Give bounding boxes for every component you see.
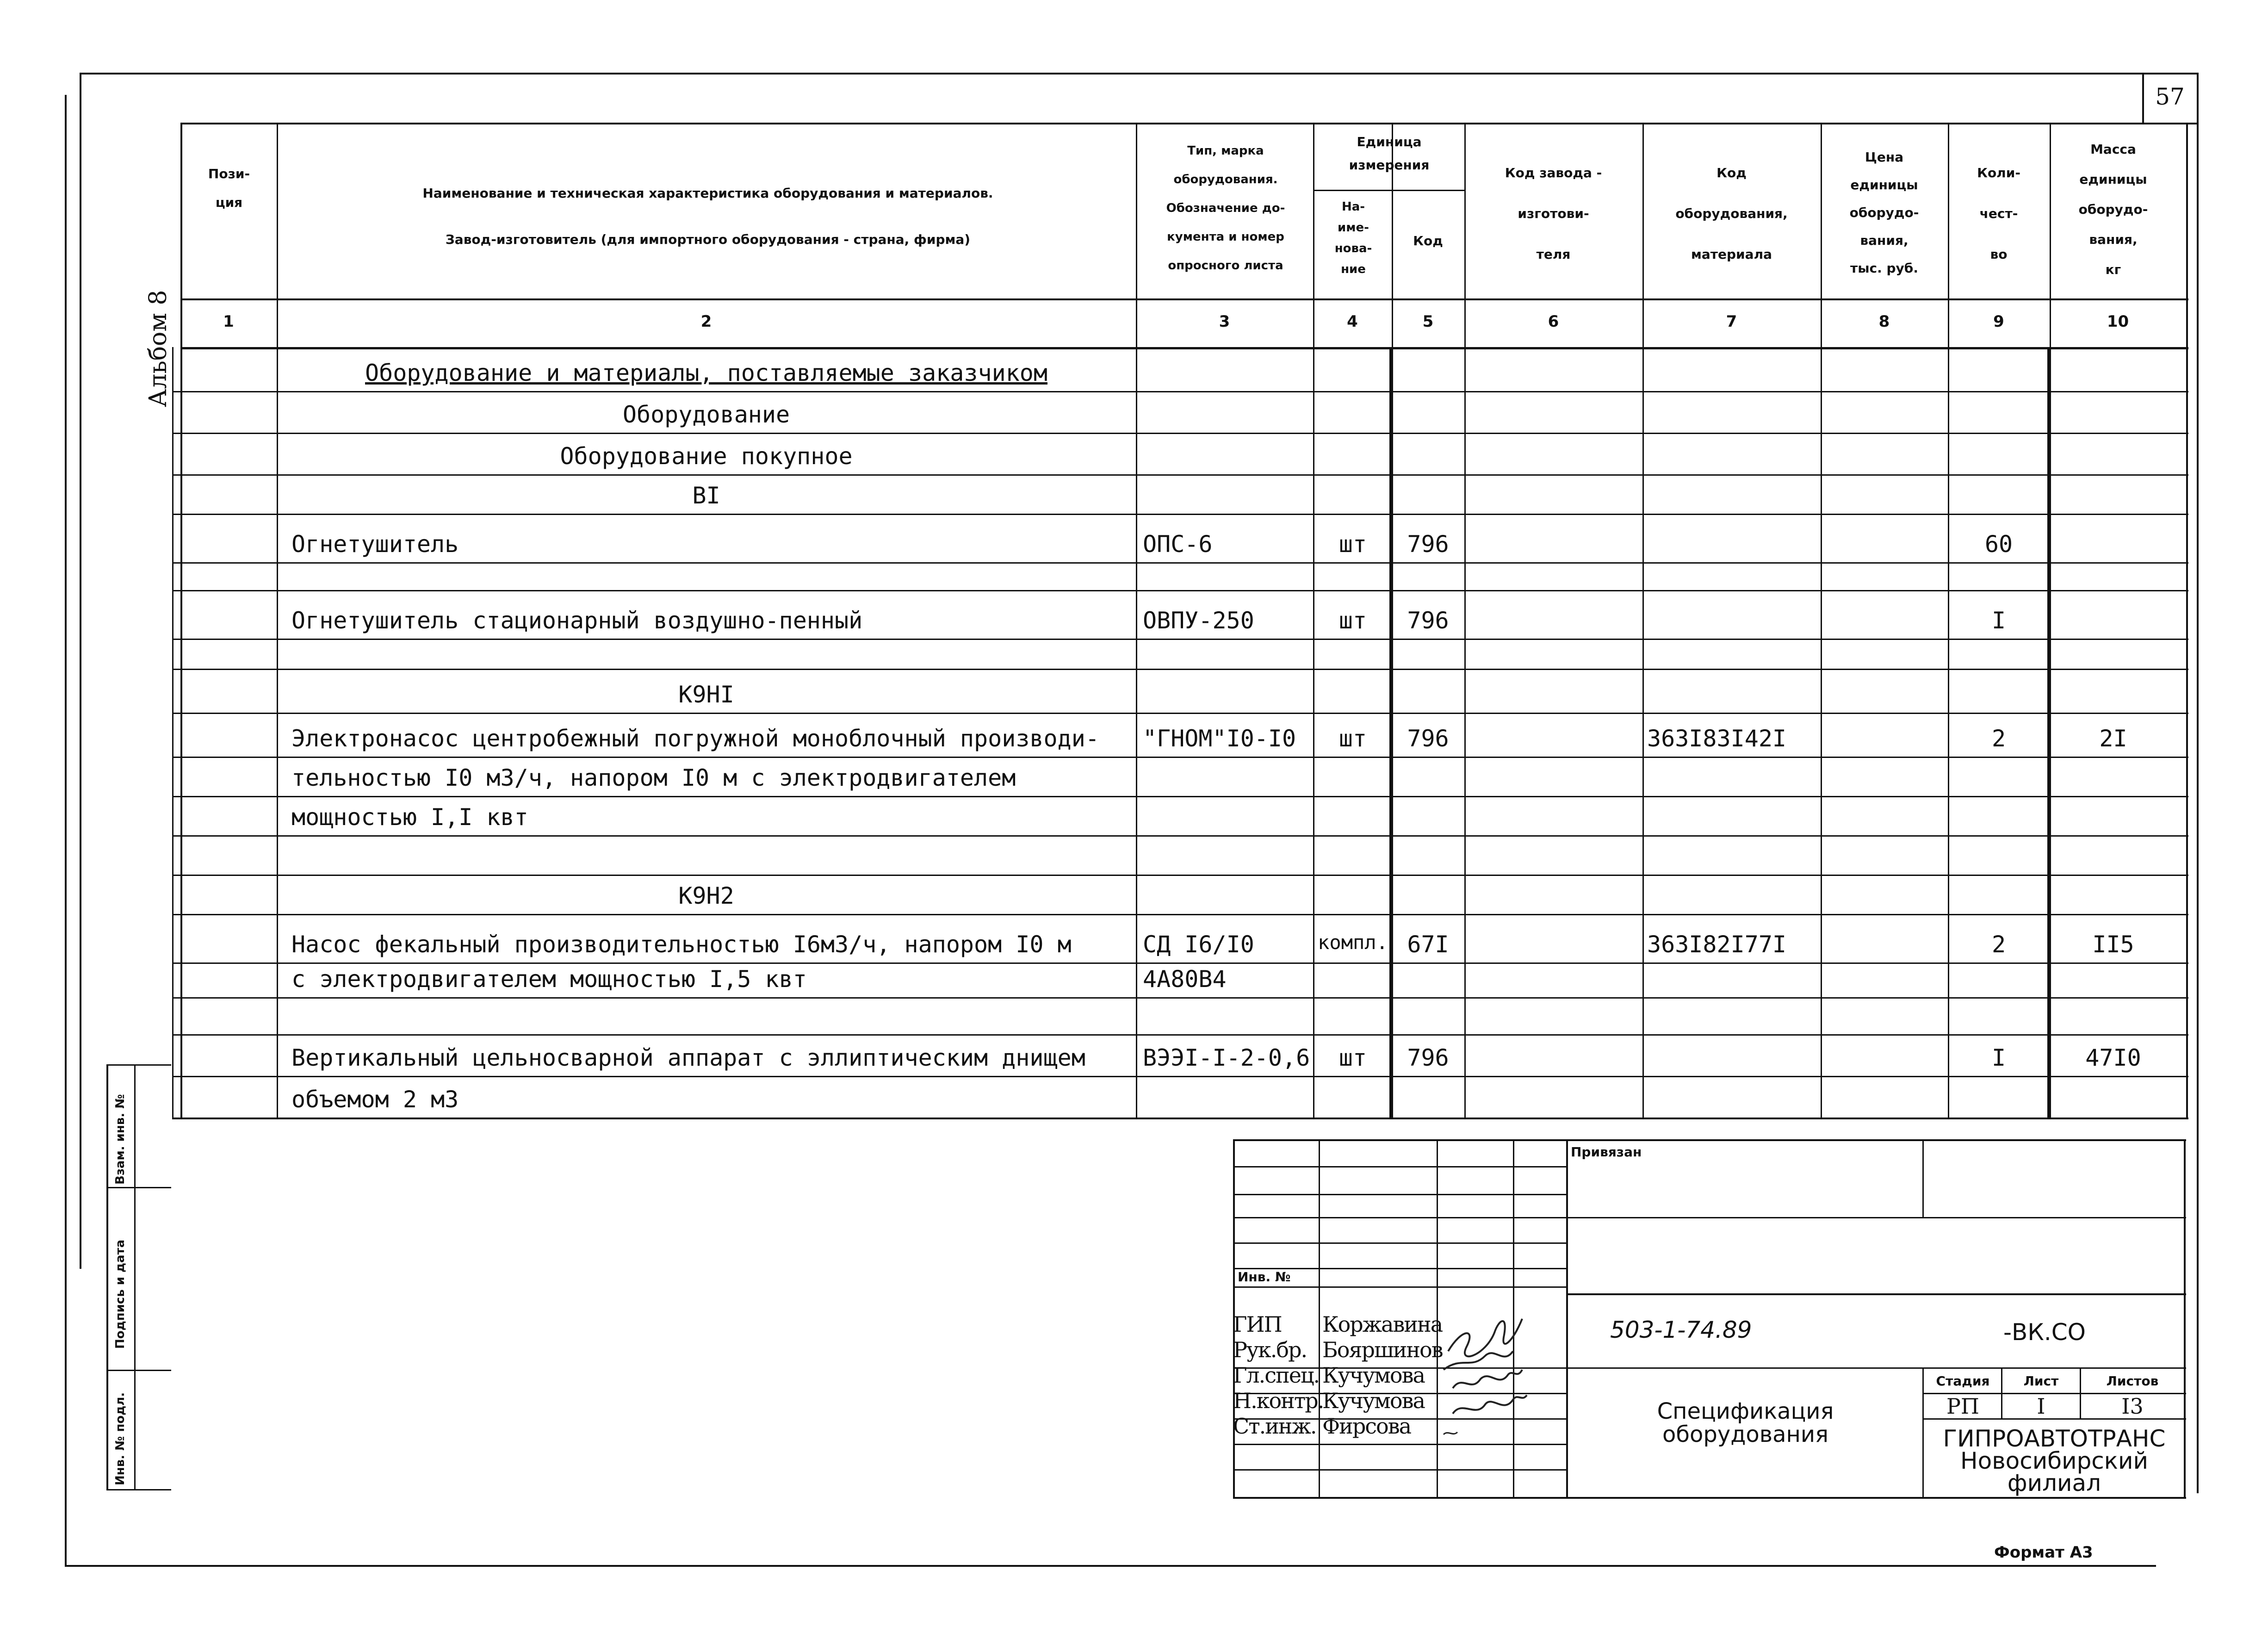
stamp-inv-no: Инв. № [1238,1269,1291,1285]
cell-name: тельностью I0 м3/ч, напором I0 м с электродвигателем [291,764,1016,791]
cell-unit: шт [1338,1044,1367,1071]
column-number: 3 [1219,312,1230,331]
header-unit-group: Единица измерения [1349,134,1430,173]
cell-unit: компл. [1318,931,1388,954]
cell-name: Оборудование и материалы, поставляемые заказчиком [365,360,1048,386]
column-number: 10 [2107,312,2129,331]
cell-name: Оборудование покупное [560,443,853,470]
stage-label: Стадия [1936,1373,1990,1389]
column-number: 8 [1878,312,1890,331]
cell-type: ОПС-6 [1143,531,1213,558]
header-type: Тип, марка оборудования. Обозначение до- кумента и номер опросного листа [1166,144,1285,273]
stage-value: РП [1946,1394,1980,1419]
cell-ucode: 67I [1407,931,1449,958]
stamp-person: Бояршинов [1322,1337,1443,1362]
header-unit-code: Код [1413,233,1443,248]
sheet-value: I [2037,1394,2045,1419]
header-price: Цена единицы оборудо- вания, тыс. руб. [1849,149,1919,276]
cell-unit: шт [1338,531,1367,558]
column-number: 4 [1347,312,1358,331]
signatures-scribble [1434,1300,1573,1444]
header-position: Пози- ция [208,166,250,210]
stamp-role: ГИП [1233,1312,1282,1337]
header-equipment-code: Код оборудования, материала [1675,165,1788,262]
cell-name: К9НI [678,681,734,708]
cell-ucode: 796 [1407,1044,1449,1071]
stamp-person: Коржавина [1322,1312,1443,1337]
cell-qty: I [1991,1044,2006,1071]
cell-name: Огнетушитель [291,531,459,558]
cell-name: с электродвигателем мощностью I,5 квт [291,966,807,993]
cell-mass: II5 [2092,931,2134,958]
sheets-label: Листов [2106,1373,2159,1389]
cell-mass: 47I0 [2085,1044,2141,1071]
cell-qty: I [1991,607,2006,634]
column-number: 1 [223,312,234,331]
cell-ecode: 363I83I42I [1647,725,1787,752]
stamp-person: Кучумова [1322,1363,1425,1388]
album-label: Альбом 8 [144,290,172,407]
cell-name: Вертикальный цельносварной аппарат с эллиптическим днищем [291,1044,1085,1071]
cell-name: мощностью I,I квт [291,804,528,831]
stamp-role: Ст.инж. [1233,1414,1316,1439]
header-quantity: Коли- чест- во [1977,165,2020,262]
sheet-label: Лист [2023,1373,2059,1389]
cell-type: ВЭЭI-I-2-0,6 [1143,1044,1310,1071]
header-maker-code: Код завода - изготови- теля [1505,165,1602,262]
side-sign-date: Подпись и дата [113,1239,127,1349]
side-vzam-inv: Взам. инв. № [113,1094,127,1185]
cell-qty: 2 [1991,931,2006,958]
stamp-role: Н.контр. [1233,1388,1324,1413]
header-name: Наименование и техническая характеристика оборудования и материалов. Завод-изготовитель (для импортного оборудования - страна, фирма) [422,186,993,247]
cell-qty: 2 [1991,725,2006,752]
stamp-person: Фирсова [1322,1414,1411,1439]
stamp-person: Кучумова [1322,1388,1425,1413]
column-number: 7 [1726,312,1737,331]
organization-name: ГИПРОАВТОТРАНС Новосибирский филиал [1943,1425,2166,1496]
cell-name: Насос фекальный производительностью I6м3/ч, напором I0 м [291,931,1072,958]
cell-ecode: 363I82I77I [1647,931,1787,958]
column-number: 5 [1422,312,1434,331]
format-label: Формат А3 [1994,1543,2093,1562]
cell-ucode: 796 [1407,607,1449,634]
document-code: 503-1-74.89 [1610,1316,1752,1343]
cell-ucode: 796 [1407,531,1449,558]
cell-name: К9Н2 [678,882,734,909]
cell-name: Оборудование [622,401,790,428]
side-inv-podl: Инв. № подл. [113,1392,127,1485]
cell-name: Электронасос центробежный погружной моноблочный производи- [291,725,1099,752]
stamp-privyazan: Привязан [1571,1144,1642,1160]
header-unit-name: На- име- нова- ние [1334,200,1372,276]
column-number: 9 [1993,312,2004,331]
cell-name: BI [692,482,720,509]
cell-type: СД I6/I0 [1143,931,1254,958]
cell-ucode: 796 [1407,725,1449,752]
cell-type: 4А80В4 [1143,966,1227,993]
cell-name: Огнетушитель стационарный воздушно-пенный [291,607,863,634]
document-code-suffix: -ВК.СО [2003,1319,2086,1346]
cell-mass: 2I [2099,725,2127,752]
cell-qty: 60 [1984,531,2013,558]
cell-unit: шт [1338,725,1367,752]
stamp-role: Гл.спец. [1233,1363,1320,1388]
cell-type: "ГНОМ"I0-I0 [1143,725,1296,752]
cell-type: ОВПУ-250 [1143,607,1254,634]
column-number: 2 [700,312,712,331]
cell-unit: шт [1338,607,1367,634]
page-number: 57 [2155,83,2185,110]
column-number: 6 [1548,312,1559,331]
header-mass: Масса единицы оборудо- вания, кг [2078,142,2148,277]
document-title: Спецификация оборудования [1657,1398,1834,1447]
cell-name: объемом 2 м3 [291,1086,459,1113]
stamp-role: Рук.бр. [1233,1337,1307,1362]
sheets-value: I3 [2121,1394,2144,1419]
